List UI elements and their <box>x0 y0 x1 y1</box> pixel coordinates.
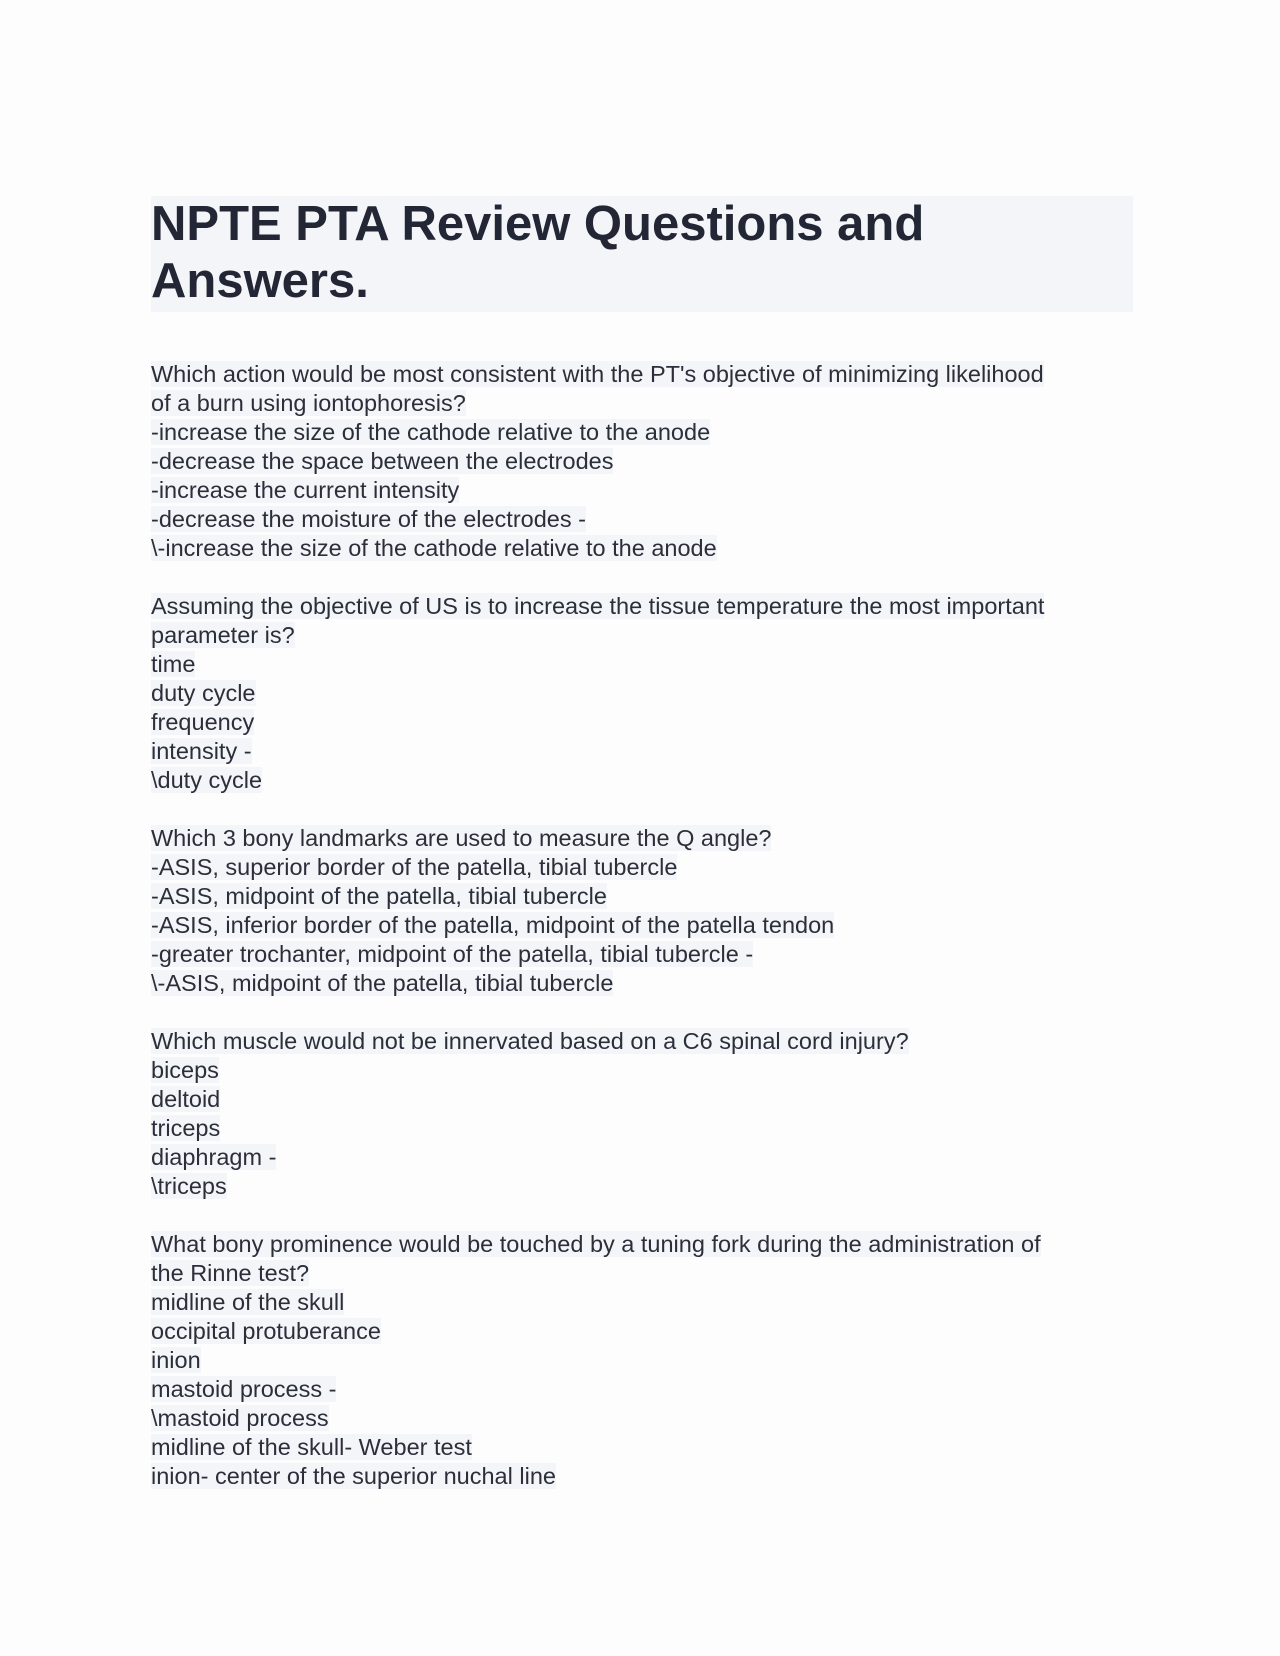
correct-answer: \triceps <box>151 1173 227 1199</box>
answer-option: midline of the skull <box>151 1289 345 1315</box>
question-list <box>151 360 1133 1491</box>
correct-answer: \duty cycle <box>151 767 263 793</box>
answer-option: -increase the current intensity <box>151 477 460 503</box>
question-line: parameter is? <box>151 622 295 648</box>
answer-option: inion <box>151 1347 201 1373</box>
answer-option: time <box>151 651 196 677</box>
document-page <box>151 196 1133 1520</box>
question-block <box>151 1230 1133 1491</box>
answer-option: -ASIS, superior border of the patella, tibial tubercle <box>151 854 678 880</box>
answer-option: -ASIS, midpoint of the patella, tibial tubercle <box>151 883 607 909</box>
correct-answer: \mastoid process <box>151 1405 329 1431</box>
question-line: Assuming the objective of US is to increase the tissue temperature the most important <box>151 593 1045 619</box>
answer-option: mastoid process - <box>151 1376 337 1402</box>
answer-note: midline of the skull- Weber test <box>151 1434 472 1460</box>
answer-option: frequency <box>151 709 255 735</box>
answer-option: duty cycle <box>151 680 256 706</box>
answer-option: -ASIS, inferior border of the patella, midpoint of the patella tendon <box>151 912 835 938</box>
question-line: Which 3 bony landmarks are used to measure the Q angle? <box>151 825 772 851</box>
question-line: Which action would be most consistent with the PT's objective of minimizing likelihood <box>151 361 1044 387</box>
question-block <box>151 360 1133 563</box>
title-block <box>151 196 1133 312</box>
question-line: the Rinne test? <box>151 1260 310 1286</box>
question-line: Which muscle would not be innervated based on a C6 spinal cord injury? <box>151 1028 909 1054</box>
answer-option: deltoid <box>151 1086 221 1112</box>
answer-option: -decrease the moisture of the electrodes - <box>151 506 586 532</box>
question-block <box>151 824 1133 998</box>
page-title: NPTE PTA Review Questions and Answers. <box>151 197 925 308</box>
answer-note: inion- center of the superior nuchal line <box>151 1463 556 1489</box>
question-line: What bony prominence would be touched by a tuning fork during the administration of <box>151 1231 1041 1257</box>
question-block <box>151 1027 1133 1201</box>
answer-option: biceps <box>151 1057 219 1083</box>
answer-option: triceps <box>151 1115 221 1141</box>
answer-option: -increase the size of the cathode relative to the anode <box>151 419 711 445</box>
answer-option: -decrease the space between the electrodes <box>151 448 614 474</box>
question-block <box>151 592 1133 795</box>
answer-option: diaphragm - <box>151 1144 277 1170</box>
correct-answer: \-increase the size of the cathode relative to the anode <box>151 535 717 561</box>
answer-option: -greater trochanter, midpoint of the patella, tibial tubercle - <box>151 941 754 967</box>
answer-option: intensity - <box>151 738 252 764</box>
answer-option: occipital protuberance <box>151 1318 381 1344</box>
correct-answer: \-ASIS, midpoint of the patella, tibial tubercle <box>151 970 614 996</box>
question-line: of a burn using iontophoresis? <box>151 390 466 416</box>
